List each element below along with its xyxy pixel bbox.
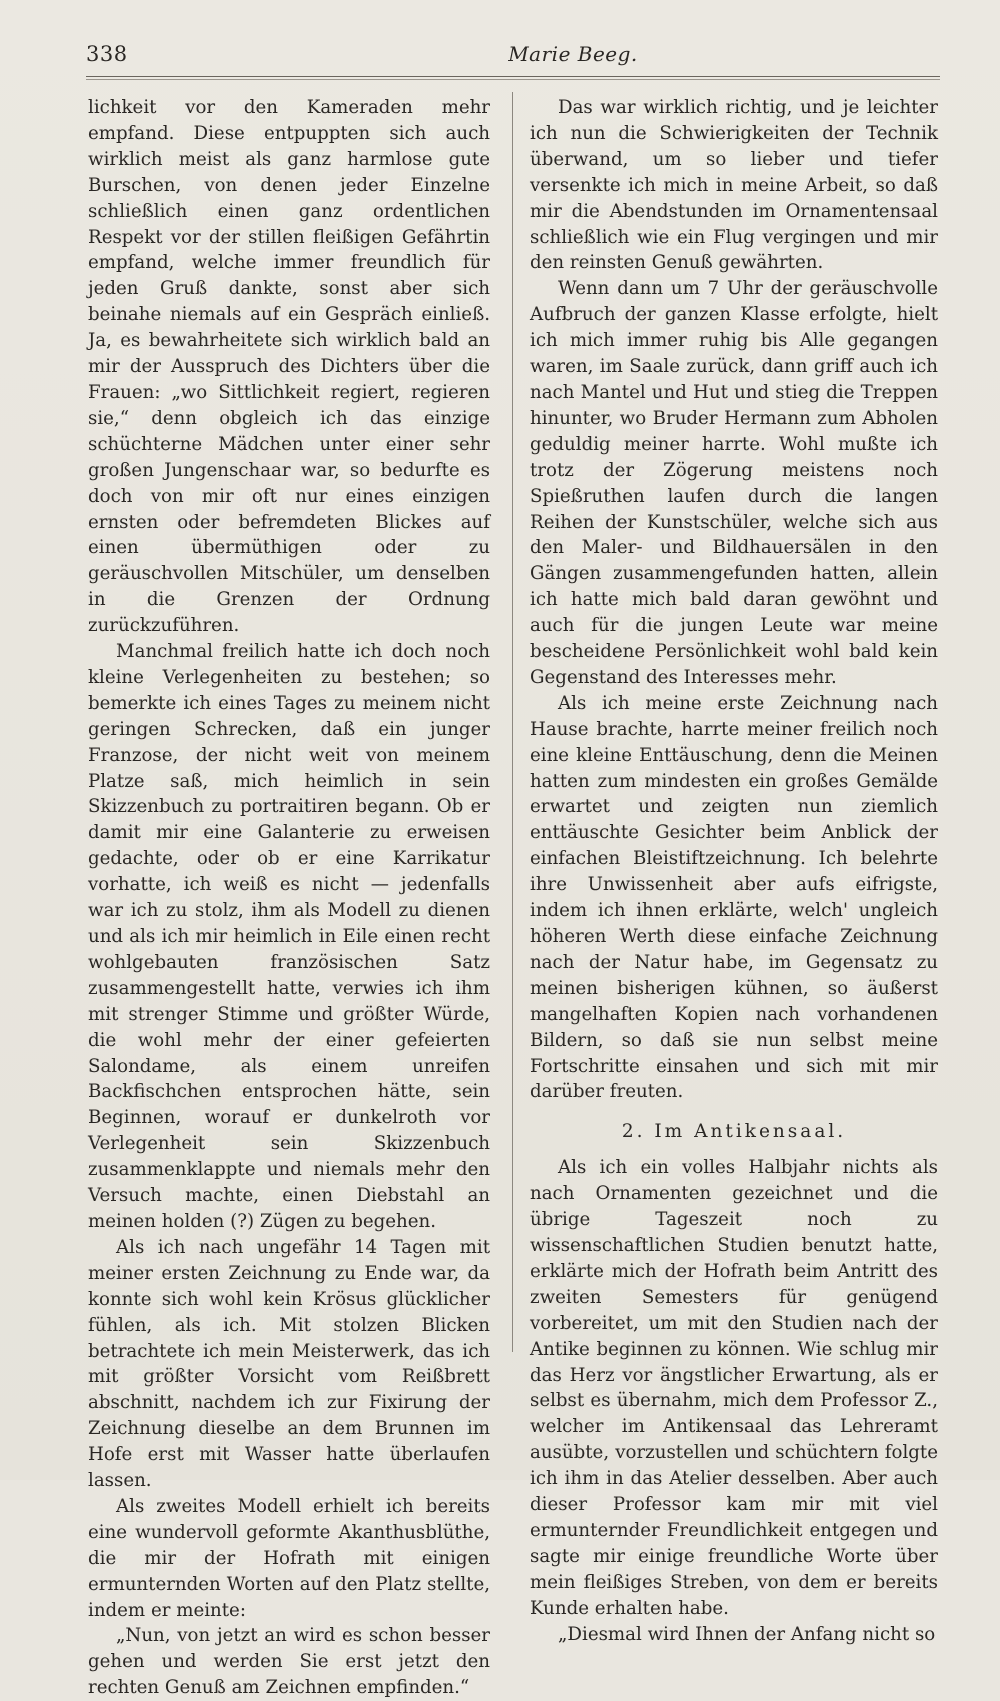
page-header (86, 42, 940, 74)
paragraph: Als ich meine erste Zeichnung nach Hause brachte, harrte meiner freilich noch eine kleine Enttäuschung, denn die Meinen hatten zum mindesten ein großes Gemälde erwartet und zeigten nun ziemlich enttäuschte Gesichter beim Anblick der einfachen Bleistiftzeichnung. Ich belehrte ihre Unwissenheit aber aufs eifrigste, indem ich ihnen erklärte, welch' ungleich höheren Werth diese einfache Zeichnung nach der Natur habe, im Gegensatz zu meinen bisherigen kühnen, so äußerst mangelhaften Kopien nach vorhandenen Bildern, so daß sie nun selbst meine Fortschritte einsahen und sich mit mir darüber freuten. (530, 692, 938, 1103)
paragraph: Wenn dann um 7 Uhr der geräuschvolle Aufbruch der ganzen Klasse erfolgte, hielt ich mich immer ruhig bis Alle gegangen waren, im Saale zurück, dann griff auch ich nach Mantel und Hut und stieg die Treppen hinunter, wo Bruder Hermann zum Abholen geduldig meiner harrte. Wohl mußte ich trotz der Zögerung meistens noch Spießruthen laufen durch die langen Reihen der Kunstschüler, welche sich aus den Maler- und Bildhauersälen in den Gängen zusammengefunden hatten, allein ich hatte mich bald daran gewöhnt und auch für die jungen Leute war meine bescheidene Persönlichkeit wohl bald kein Gegenstand des Interesses mehr. (530, 278, 938, 688)
section-heading: 2. Im Antikensaal. (621, 1121, 847, 1143)
paragraph: Das war wirklich richtig, und je leichter ich nun die Schwierigkeiten der Technik überwand, um so lieber und tiefer versenkte ich mich in meine Arbeit, so daß mir die Abendstunden im Ornamentensaal schließlich wie ein Flug vergingen und mir den reinsten Genuß gewährten. (530, 97, 938, 274)
right-column (530, 95, 938, 1647)
header-rule (86, 76, 940, 77)
column-divider (512, 92, 513, 1352)
running-head: Marie Beeg. (508, 42, 638, 66)
header-rule-secondary (86, 79, 940, 80)
paragraph: Als ich nach ungefähr 14 Tagen mit meiner ersten Zeichnung zu Ende war, da konnte sich wohl kein Krösus glücklicher fühlen, als ich. Mit stolzen Blicken betrachtete ich mein Meisterwerk, das ich mit größter Vorsicht vom Reißbrett abschnitt, nachdem ich zur Fixirung der Zeichnung dieselbe an dem Brunnen im Hofe erst mit Wasser hatte überlaufen lassen. (88, 1236, 490, 1492)
page-number: 338 (86, 42, 128, 66)
paragraph: lichkeit vor den Kameraden mehr empfand. Diese entpuppten sich auch wirklich meist als ganz harmlose gute Burschen, von denen jeder Einzelne schließlich einen ganz ordentlichen Respekt vor der stillen fleißigen Gefährtin empfand, welche immer freundlich für jeden Gruß dankte, sonst aber sich beinahe niemals auf ein Gespräch einließ. Ja, es bewahrheitete sich wirklich bald an mir der Ausspruch des Dichters über die Frauen: „wo Sittlichkeit regiert, regieren sie,“ denn obgleich ich das einzige schüchterne Mädchen unter einer sehr großen Jungenschaar war, so bedurfte es doch von mir oft nur eines einzigen ernsten oder befremdeten Blickes auf einen übermüthigen oder zu geräuschvollen Mitschüler, um denselben in die Grenzen der Ordnung zurückzuführen. (88, 97, 490, 637)
paragraph: Manchmal freilich hatte ich doch noch kleine Verlegenheiten zu bestehen; so bemerkte ich eines Tages zu meinem nicht geringen Schrecken, daß ein junger Franzose, der nicht weit von meinem Platze saß, mich heimlich in sein Skizzenbuch zu portraitiren begann. Ob er damit mir eine Galanterie zu erweisen gedachte, oder ob er eine Karrikatur vorhatte, ich weiß es nicht — jedenfalls war ich zu stolz, ihm als Modell zu dienen und als ich mir heimlich in Eile einen recht wohlgebauten französischen Satz zusammengestellt hatte, verwies ich ihm mit strenger Stimme und größter Würde, die wohl mehr der einer gefeierten Salondame, als einem unreifen Backfischchen entsprochen hätte, sein Beginnen, worauf er dunkelroth vor Verlegenheit sein Skizzenbuch zusammenklappte und niemals mehr den Versuch machte, einen Diebstahl an meinen holden (?) Zügen zu begehen. (88, 641, 490, 1232)
left-column (88, 95, 490, 1701)
paragraph: Als ich ein volles Halbjahr nichts als nach Ornamenten gezeichnet und die übrige Tageszeit noch zu wissenschaftlichen Studien benutzt hatte, erklärte mich der Hofrath beim Antritt des zweiten Semesters für genügend vorbereitet, um mit den Studien nach der Antike beginnen zu können. Wie schlug mir das Herz vor ängstlicher Erwartung, als er selbst es übernahm, mich dem Professor Z., welcher im Antikensaal das Lehreramt ausübte, vorzustellen und schüchtern folgte ich ihm in das Atelier desselben. Aber auch dieser Professor kam mir mit viel ermunternder Freundlichkeit entgegen und sagte mir einige freundliche Worte über mein fleißiges Streben, von dem er bereits Kunde erhalten habe. (530, 1157, 938, 1619)
paragraph: Als zweites Modell erhielt ich bereits eine wundervoll geformte Akanthusblüthe, die mir der Hofrath mit einigen ermunternden Worten auf den Platz stellte, indem er meinte: (88, 1495, 490, 1621)
quote-paragraph: „Diesmal wird Ihnen der Anfang nicht so (558, 1623, 936, 1645)
quote-paragraph: „Nun, von jetzt an wird es schon besser gehen und werden Sie erst jetzt den rechten Genuß am Zeichnen empfinden.“ (88, 1625, 490, 1699)
